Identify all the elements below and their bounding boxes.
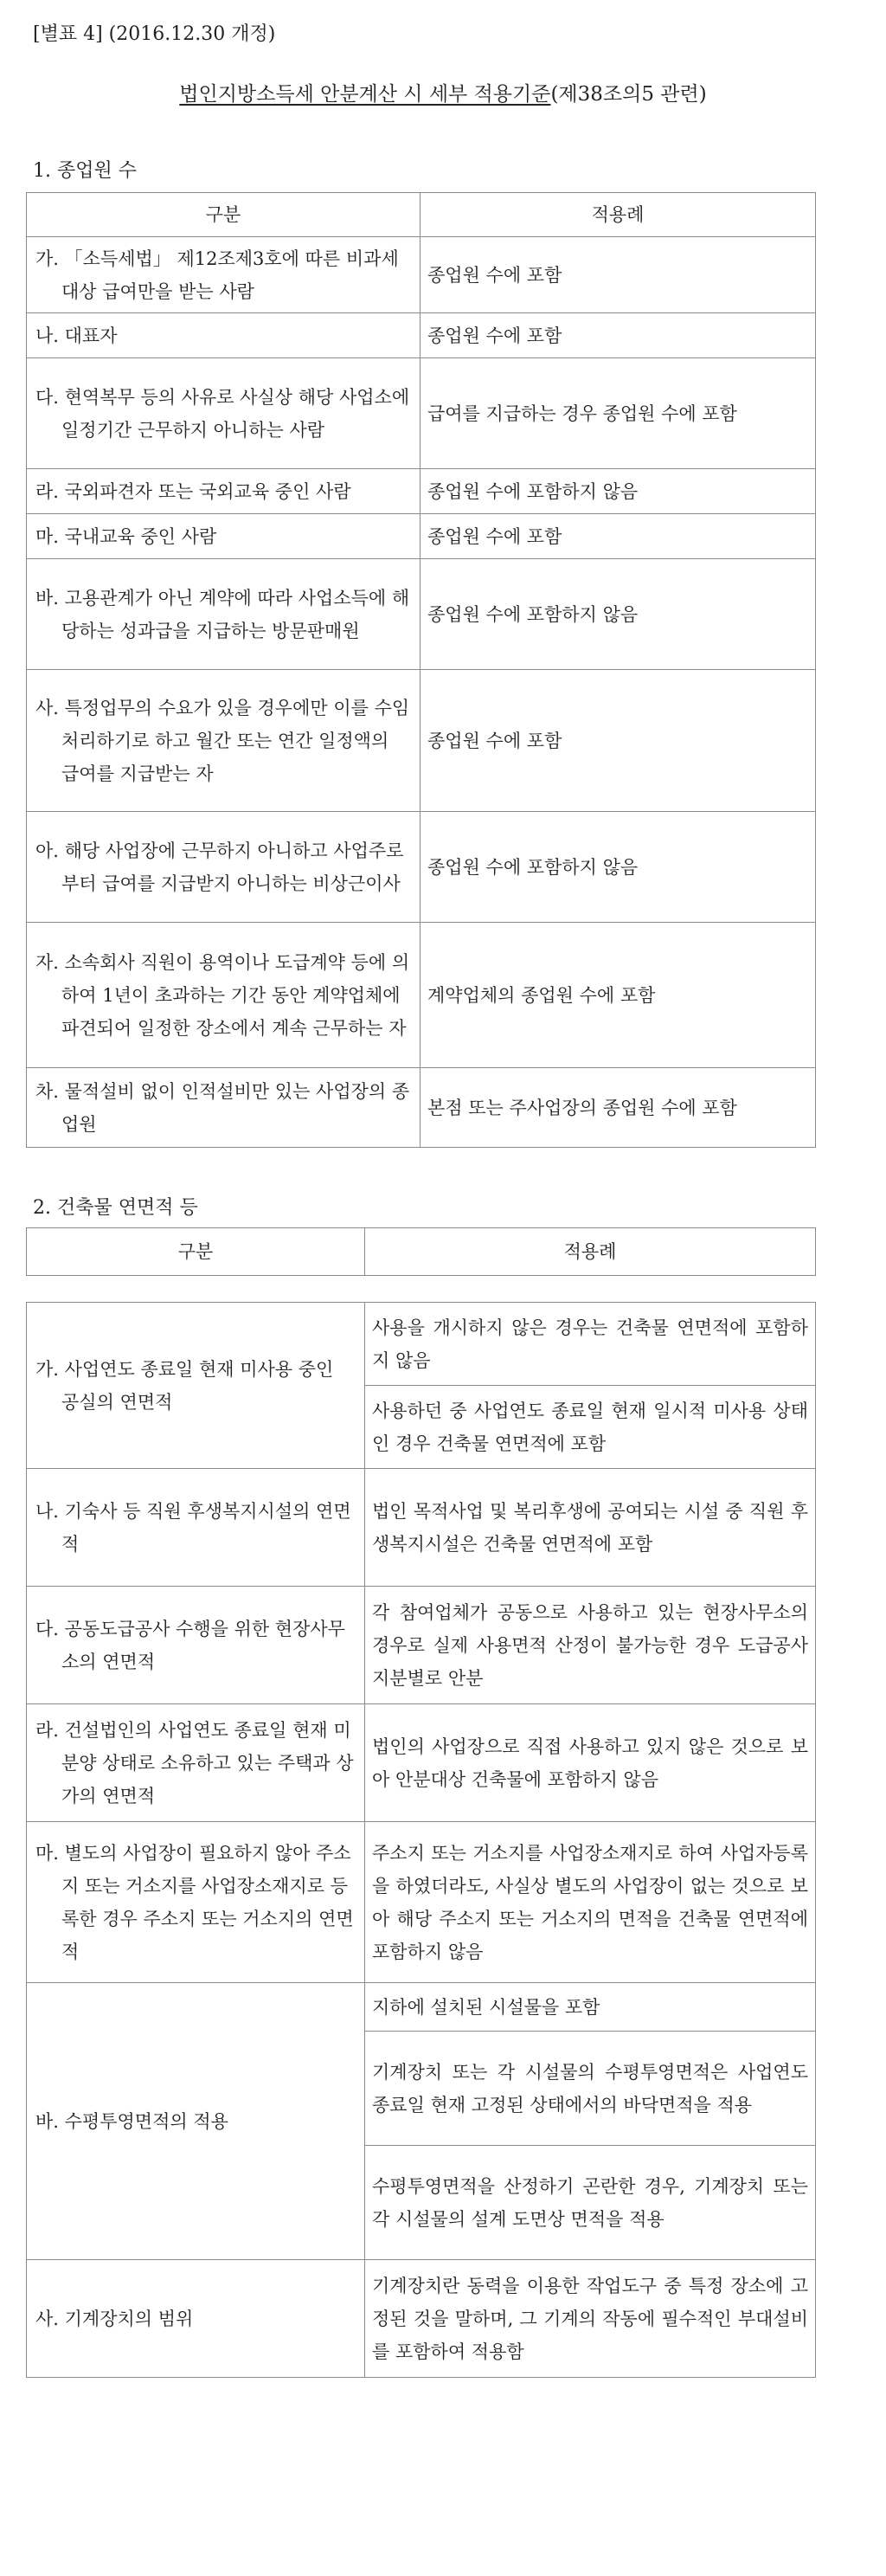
row-value: 종업원 수에 포함 — [421, 514, 816, 559]
column-header-application: 적용례 — [365, 1228, 816, 1276]
employee-count-table — [26, 192, 816, 1148]
row-label: 다. 현역복무 등의 사유로 사실상 해당 사업소에 일정기간 근무하지 아니하는 사람 — [27, 358, 421, 469]
floor-area-header-table — [26, 1227, 816, 1276]
attachment-label: [별표 4] (2016.12.30 개정) — [33, 23, 276, 45]
document-title — [0, 78, 886, 106]
table-row — [27, 1068, 816, 1148]
row-value: 급여를 지급하는 경우 종업원 수에 포함 — [421, 358, 816, 469]
row-value: 종업원 수에 포함 — [421, 313, 816, 358]
row-value: 본점 또는 주사업장의 종업원 수에 포함 — [421, 1068, 816, 1148]
table-row — [27, 923, 816, 1068]
row-label: 라. 국외파견자 또는 국외교육 중인 사람 — [27, 469, 421, 514]
row-label: 가. 「소득세법」 제12조제3호에 따른 비과세 대상 급여만을 받는 사람 — [27, 237, 421, 313]
table-row — [27, 358, 816, 469]
table-row — [27, 812, 816, 923]
table-row — [27, 2260, 816, 2378]
column-header-category: 구분 — [27, 1228, 365, 1276]
section-2-heading: 2. 건축물 연면적 등 — [33, 1197, 198, 1219]
row-label: 다. 공동도급공사 수행을 위한 현장사무소의 연면적 — [27, 1587, 365, 1704]
table-row — [27, 1587, 816, 1704]
row-value: 사용하던 중 사업연도 종료일 현재 일시적 미사용 상태인 경우 건축물 연면적에 포함 — [365, 1386, 816, 1469]
column-header-category: 구분 — [27, 193, 421, 237]
row-value: 기계장치란 동력을 이용한 작업도구 중 특정 장소에 고정된 것을 말하며, 그 기계의 작동에 필수적인 부대설비를 포함하여 적용함 — [365, 2260, 816, 2378]
row-label: 마. 별도의 사업장이 필요하지 않아 주소지 또는 거소지를 사업장소재지로 등록한 경우 주소지 또는 거소지의 연면적 — [27, 1822, 365, 1983]
table-row — [27, 1704, 816, 1822]
row-value: 각 참여업체가 공동으로 사용하고 있는 현장사무소의 경우로 실제 사용면적 산정이 불가능한 경우 도급공사 지분별로 안분 — [365, 1587, 816, 1704]
row-label: 차. 물적설비 없이 인적설비만 있는 사업장의 종업원 — [27, 1068, 421, 1148]
row-label: 바. 수평투영면적의 적용 — [27, 1983, 365, 2260]
floor-area-table — [26, 1302, 816, 2378]
title-reference: (제38조의5 관련) — [550, 83, 707, 106]
column-header-application: 적용례 — [421, 193, 816, 237]
row-value: 법인 목적사업 및 복리후생에 공여되는 시설 중 직원 후생복지시설은 건축물 연면적에 포함 — [365, 1469, 816, 1587]
row-label: 바. 고용관계가 아닌 계약에 따라 사업소득에 해당하는 성과급을 지급하는 방문판매원 — [27, 559, 421, 670]
row-value: 종업원 수에 포함 — [421, 237, 816, 313]
table-row — [27, 469, 816, 514]
table-row — [27, 237, 816, 313]
table-header-row — [27, 193, 816, 237]
table-row — [27, 1303, 816, 1386]
row-value: 기계장치 또는 각 시설물의 수평투영면적은 사업연도 종료일 현재 고정된 상태에서의 바닥면적을 적용 — [365, 2032, 816, 2146]
row-label: 라. 건설법인의 사업연도 종료일 현재 미분양 상태로 소유하고 있는 주택과 상가의 연면적 — [27, 1704, 365, 1822]
row-label: 나. 대표자 — [27, 313, 421, 358]
row-value: 사용을 개시하지 않은 경우는 건축물 연면적에 포함하지 않음 — [365, 1303, 816, 1386]
row-value: 종업원 수에 포함하지 않음 — [421, 812, 816, 923]
row-value: 지하에 설치된 시설물을 포함 — [365, 1983, 816, 2032]
row-value: 종업원 수에 포함하지 않음 — [421, 559, 816, 670]
table-row — [27, 559, 816, 670]
table-row — [27, 313, 816, 358]
row-label: 자. 소속회사 직원이 용역이나 도급계약 등에 의하여 1년이 초과하는 기간 동안 계약업체에 파견되어 일정한 장소에서 계속 근무하는 자 — [27, 923, 421, 1068]
row-label: 사. 기계장치의 범위 — [27, 2260, 365, 2378]
row-label: 사. 특정업무의 수요가 있을 경우에만 이를 수임 처리하기로 하고 월간 또는 연간 일정액의 급여를 지급받는 자 — [27, 670, 421, 812]
row-value: 종업원 수에 포함 — [421, 670, 816, 812]
table-row — [27, 1822, 816, 1983]
row-value: 주소지 또는 거소지를 사업장소재지로 하여 사업자등록을 하였더라도, 사실상 별도의 사업장이 없는 것으로 보아 해당 주소지 또는 거소지의 면적을 건축물 연면적에 포함하지 않음 — [365, 1822, 816, 1983]
row-label: 나. 기숙사 등 직원 후생복지시설의 연면적 — [27, 1469, 365, 1587]
table-row — [27, 1469, 816, 1587]
table-row — [27, 670, 816, 812]
title-main: 법인지방소득세 안분계산 시 세부 적용기준 — [179, 83, 551, 106]
table-row — [27, 1983, 816, 2032]
row-label: 마. 국내교육 중인 사람 — [27, 514, 421, 559]
section-1-heading: 1. 종업원 수 — [33, 160, 137, 182]
row-label: 가. 사업연도 종료일 현재 미사용 중인 공실의 연면적 — [27, 1303, 365, 1469]
table-row — [27, 514, 816, 559]
table-header-row — [27, 1228, 816, 1276]
row-value: 수평투영면적을 산정하기 곤란한 경우, 기계장치 또는 각 시설물의 설계 도면상 면적을 적용 — [365, 2146, 816, 2260]
row-value: 계약업체의 종업원 수에 포함 — [421, 923, 816, 1068]
row-value: 종업원 수에 포함하지 않음 — [421, 469, 816, 514]
row-label: 아. 해당 사업장에 근무하지 아니하고 사업주로부터 급여를 지급받지 아니하는 비상근이사 — [27, 812, 421, 923]
row-value: 법인의 사업장으로 직접 사용하고 있지 않은 것으로 보아 안분대상 건축물에 포함하지 않음 — [365, 1704, 816, 1822]
